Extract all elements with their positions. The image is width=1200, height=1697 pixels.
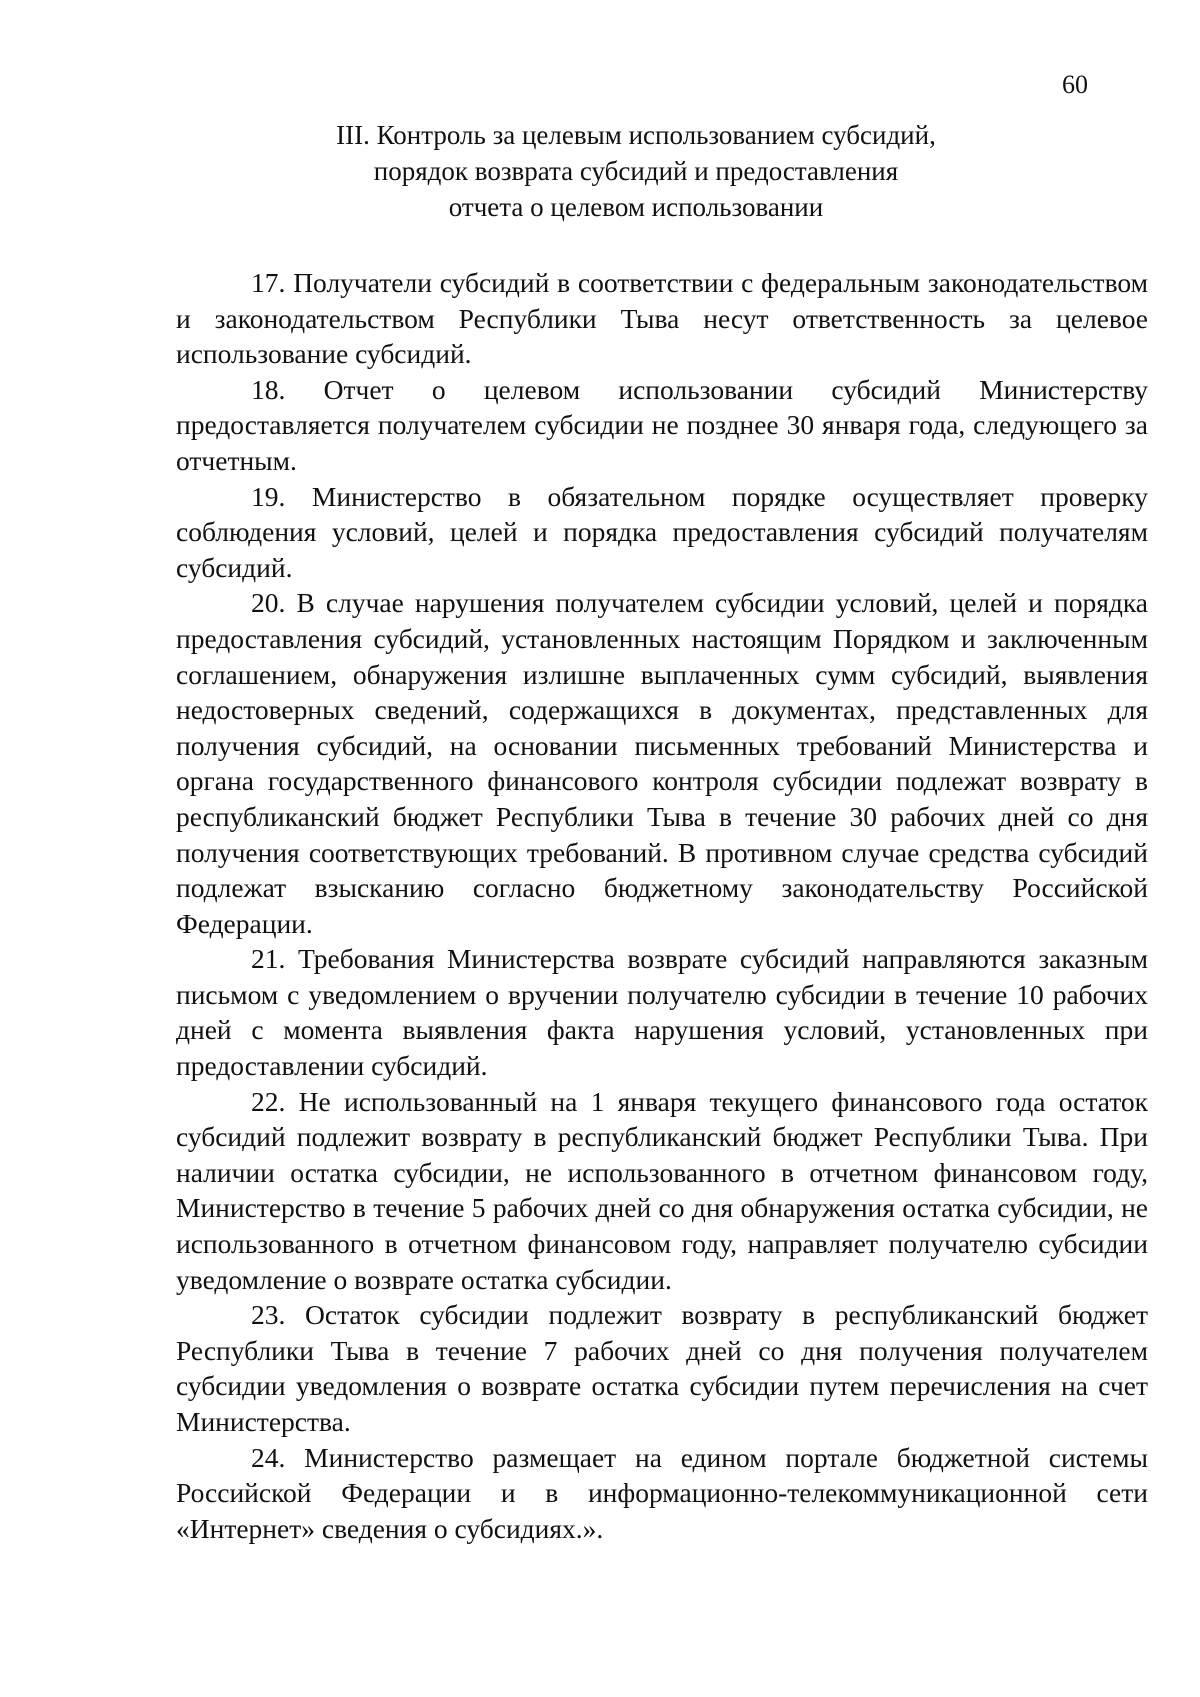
paragraph-21: 21. Требования Министерства возврате субсидий направляются заказным письмом с уведомлением о вручении получателю субсидии в течение 10 рабочих дней с момента выявления факта нарушения условий, установленных при предоставлении субсидий. xyxy=(176,943,1148,1082)
section-heading xyxy=(176,117,1096,225)
paragraph-19: 19. Министерство в обязательном порядке осуществляет проверку соблюдения условий, целей и порядка предоставления субсидий получателям субсидий. xyxy=(176,480,1148,583)
paragraph-20: 20. В случае нарушения получателем субсидии условий, целей и порядка предоставления субсидий, установленных настоящим Порядком и заключенным соглашением, обнаружения излишне выплаченных сумм субсидий, выявления недостоверных сведений, содержащихся в документах, представленных для получения субсидий, на основании письменных требований Министерства и органа государственного финансового контроля субсидии подлежат возврату в республиканский бюджет Республики Тыва в течение 30 рабочих дней со дня получения соответствующих требований. В противном случае средства субсидий подлежат взысканию согласно бюджетному законодательству Российской Федерации. xyxy=(176,587,1148,939)
paragraph-23: 23. Остаток субсидии подлежит возврату в республиканский бюджет Республики Тыва в течение 7 рабочих дней со дня получения получателем субсидии уведомления о возврате остатка субсидии путем перечисления на счет Министерства. xyxy=(176,1299,1148,1437)
section-heading-line: отчета о целевом использовании xyxy=(448,192,824,222)
section-heading-line: III. Контроль за целевым использованием субсидий, xyxy=(336,120,936,150)
paragraph-22: 22. Не использованный на 1 января текущего финансового года остаток субсидий подлежит возврату в республиканский бюджет Республики Тыва. При наличии остатка субсидии, не использованного в отчетном финансовом году, Министерство в течение 5 рабочих дней со дня обнаружения остатка субсидии, не использованного в отчетном финансовом году, направляет получателю субсидии уведомление о возврате остатка субсидии. xyxy=(176,1085,1148,1295)
paragraph-24: 24. Министерство размещает на едином портале бюджетной системы Российской Федерации и в информационно-телекоммуникационной сети «Интернет» сведения о субсидиях.». xyxy=(176,1441,1148,1544)
paragraph-17: 17. Получатели субсидий в соответствии с федеральным законодательством и законодательством Республики Тыва несут ответственность за целевое использование субсидий. xyxy=(176,267,1148,370)
document-body xyxy=(176,265,1148,1546)
paragraph-18: 18. Отчет о целевом использовании субсидий Министерству предоставляется получателем субсидии не позднее 30 января года, следующего за отчетным. xyxy=(176,373,1148,476)
page-number: 60 xyxy=(1062,70,1088,99)
section-heading-line: порядок возврата субсидий и предоставления xyxy=(373,156,899,186)
